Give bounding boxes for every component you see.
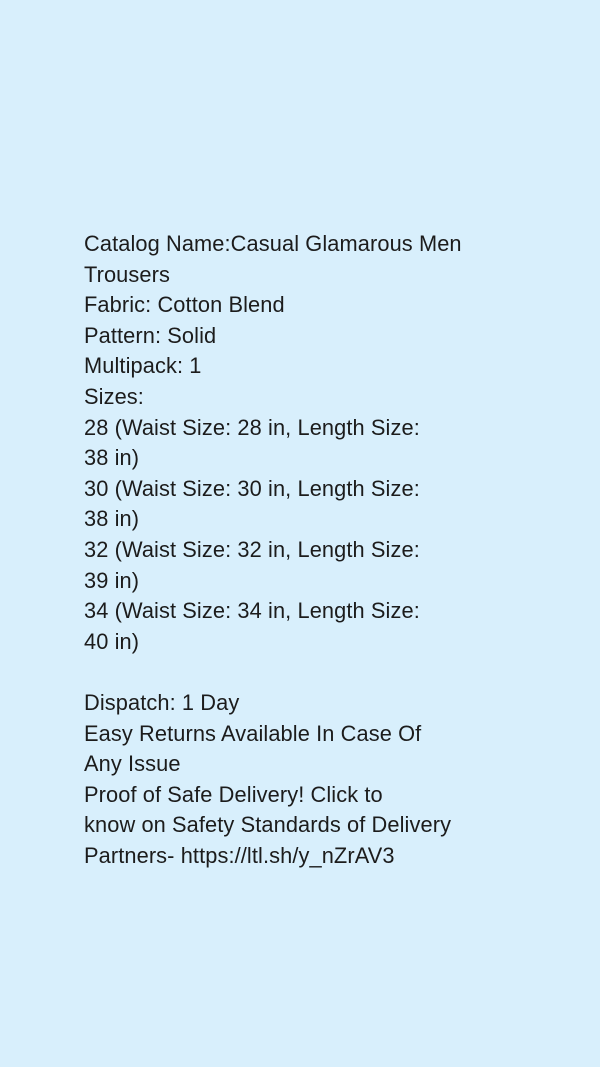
size-34-line-wrap: 40 in) bbox=[84, 628, 140, 654]
size-34-line: 34 (Waist Size: 34 in, Length Size: bbox=[84, 598, 420, 624]
pattern-line: Pattern: Solid bbox=[84, 322, 217, 348]
size-28-line-wrap: 38 in) bbox=[84, 445, 140, 471]
catalog-name-line: Catalog Name:Casual Glamarous Men bbox=[84, 231, 462, 256]
fabric-line: Fabric: Cotton Blend bbox=[84, 292, 285, 318]
product-description-text bbox=[84, 229, 564, 871]
size-30-line: 30 (Waist Size: 30 in, Length Size: bbox=[84, 475, 420, 501]
easy-returns-line: Easy Returns Available In Case Of bbox=[84, 720, 422, 746]
partners-link-line: Partners- https://ltl.sh/y_nZrAV3 bbox=[84, 842, 395, 868]
easy-returns-line-wrap: Any Issue bbox=[84, 751, 181, 777]
sizes-heading-line: Sizes: bbox=[84, 383, 144, 409]
size-30-line-wrap: 38 in) bbox=[84, 506, 140, 532]
safe-delivery-line-wrap: know on Safety Standards of Delivery bbox=[84, 812, 452, 838]
catalog-name-line-wrap: Trousers bbox=[84, 261, 170, 287]
blank-line bbox=[84, 657, 564, 688]
size-28-line: 28 (Waist Size: 28 in, Length Size: bbox=[84, 414, 420, 440]
safe-delivery-line: Proof of Safe Delivery! Click to bbox=[84, 781, 383, 807]
multipack-line: Multipack: 1 bbox=[84, 353, 202, 379]
size-32-line: 32 (Waist Size: 32 in, Length Size: bbox=[84, 536, 420, 562]
size-32-line-wrap: 39 in) bbox=[84, 567, 140, 593]
dispatch-line: Dispatch: 1 Day bbox=[84, 689, 240, 715]
